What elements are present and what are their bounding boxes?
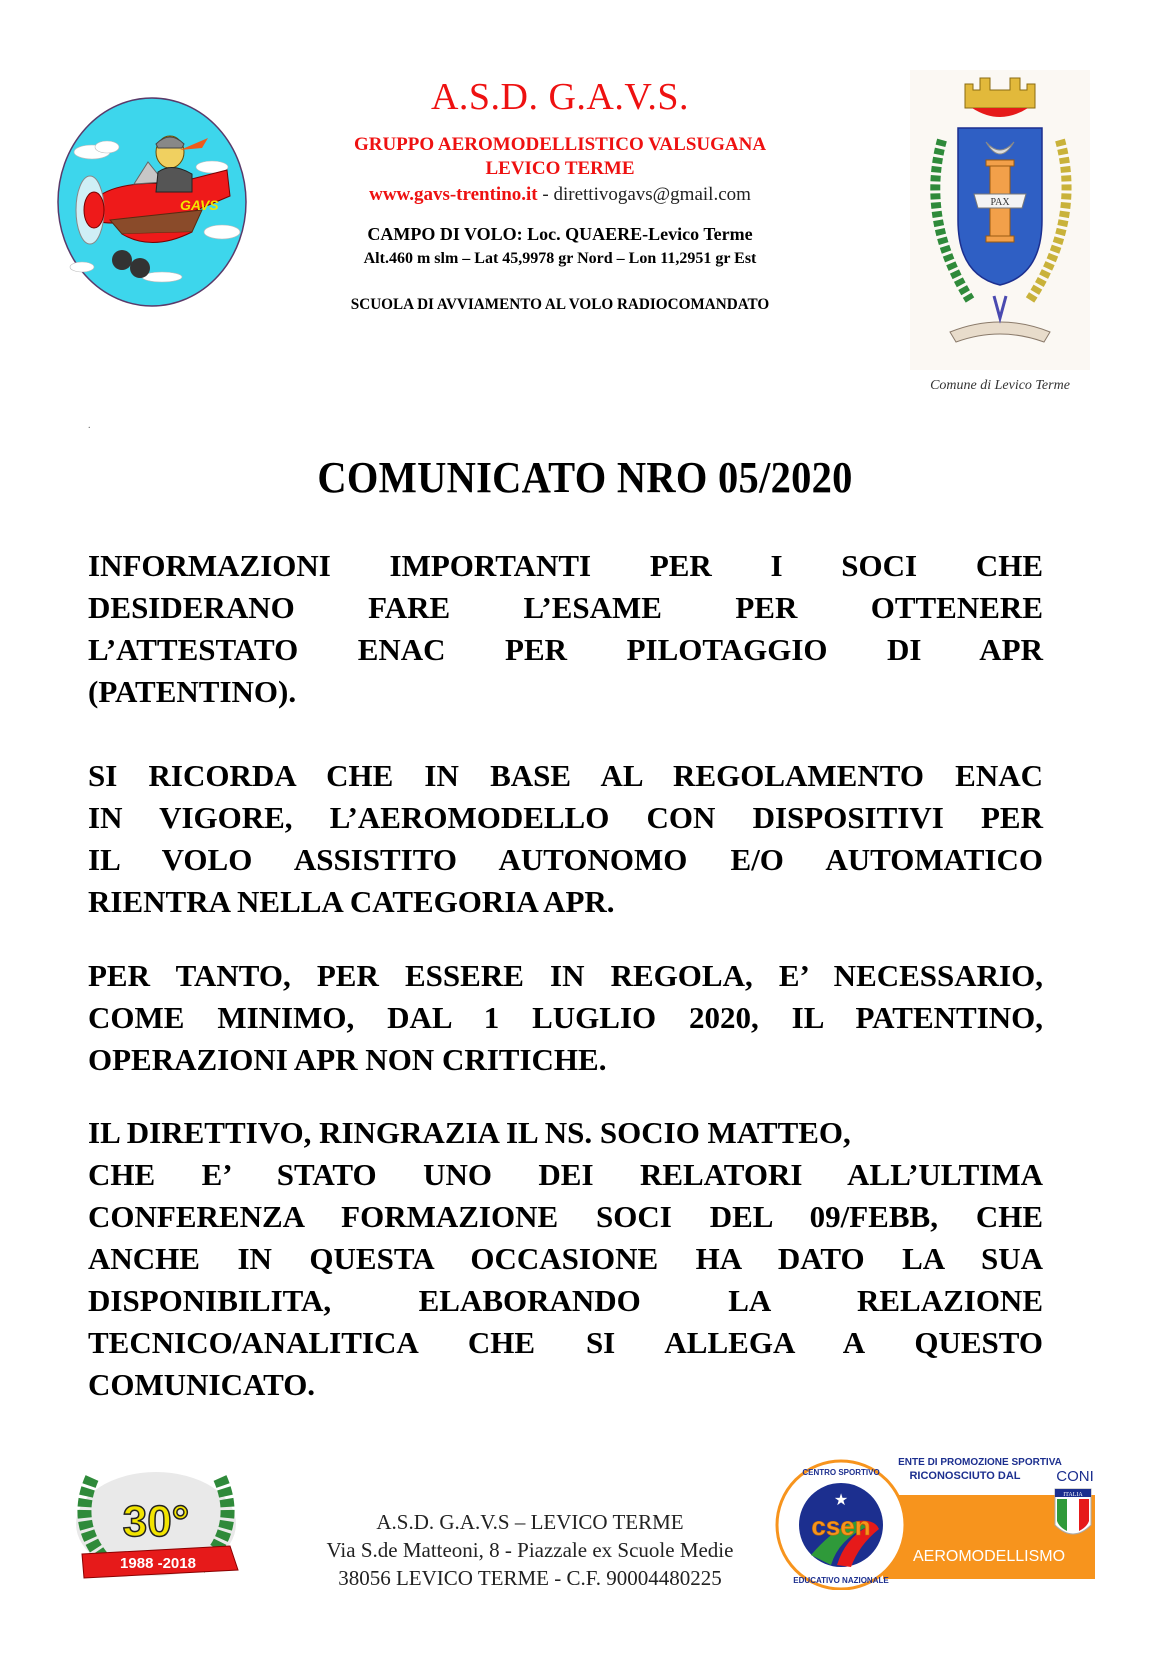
discipline-label: AEROMODELLISMO: [912, 1548, 1066, 1565]
document-title: COMUNICATO NRO 05/2020: [317, 453, 853, 502]
org-full-line-1: GRUPPO AEROMODELLISTICO VALSUGANA: [353, 134, 767, 155]
paragraph-line: DESIDERANO FARE L’ESAME PER OTTENERE: [88, 590, 1043, 625]
footer-line-3: 38056 LEVICO TERME - C.F. 90004480225: [338, 1566, 722, 1590]
airplane-pilot-icon: [52, 92, 252, 307]
org-name: A.S.D. G.A.V.S.: [430, 76, 690, 118]
paragraph-regulation: [88, 755, 1043, 923]
paragraph-line: IN VIGORE, L’AEROMODELLO CON DISPOSITIVI PER: [88, 800, 1043, 835]
paragraph-exam-info: [88, 545, 1043, 713]
csen-name: csen: [811, 1511, 871, 1541]
website-link[interactable]: www.gavs-trentino.it: [369, 184, 538, 205]
csen-bottom-arc: EDUCATIVO NAZIONALE: [793, 1576, 889, 1585]
paragraph-thanks: [88, 1112, 1043, 1406]
coni-label: CONI: [1056, 1468, 1094, 1485]
paragraph-line: L’ATTESTATO ENAC PER PILOTAGGIO DI APR: [88, 632, 1043, 667]
footer-line-2: Via S.de Matteoni, 8 - Piazzale ex Scuole Medie: [326, 1538, 734, 1562]
paragraph-line: ANCHE IN QUESTA OCCASIONE HA DATO LA SUA: [88, 1241, 1043, 1276]
star-icon: ★: [833, 1492, 849, 1509]
flight-field-coordinates: Alt.460 m slm – Lat 45,9978 gr Nord – Lon 11,2951 gr Est: [363, 250, 757, 267]
paragraph-line: IL VOLO ASSISTITO AUTONOMO E/O AUTOMATICO: [88, 842, 1043, 877]
laurel-wreath-icon: [62, 1458, 250, 1593]
paragraph-line: RIENTRA NELLA CATEGORIA APR.: [88, 884, 615, 919]
paragraph-line: DISPONIBILITA, ELABORANDO LA RELAZIONE: [88, 1283, 1043, 1318]
comune-caption: Comune di Levico Terme: [930, 378, 1070, 393]
footer-line-1: A.S.D. G.A.V.S – LEVICO TERME: [376, 1510, 684, 1534]
paragraph-line: CHE E’ STATO UNO DEI RELATORI ALL’ULTIMA: [88, 1157, 1043, 1192]
paragraph-line: PER TANTO, PER ESSERE IN REGOLA, E’ NECESSARIO,: [88, 958, 1043, 993]
csen-banner-line-2: RICONOSCIUTO DAL: [909, 1470, 1021, 1482]
paragraph-line: SI RICORDA CHE IN BASE AL REGOLAMENTO ENAC: [88, 758, 1043, 793]
contact-line: [270, 184, 850, 206]
csen-top-arc: CENTRO SPORTIVO: [802, 1468, 880, 1477]
paragraph-requirement: [88, 955, 1043, 1081]
school-subtitle: SCUOLA DI AVVIAMENTO AL VOLO RADIOCOMANDATO: [350, 296, 770, 313]
anniversary-logo: [62, 1458, 250, 1593]
paragraph-line: CONFERENZA FORMAZIONE SOCI DEL 09/FEBB, CHE: [88, 1199, 1043, 1234]
svg-text:GAVS: GAVS: [180, 197, 219, 213]
comune-crest: [910, 70, 1090, 370]
paragraph-line: INFORMAZIONI IMPORTANTI PER I SOCI CHE: [88, 548, 1043, 583]
paragraph-line: IL DIRETTIVO, RINGRAZIA IL NS. SOCIO MATTEO,: [88, 1115, 851, 1150]
contact-separator: -: [537, 184, 554, 205]
gavs-logo: [52, 92, 252, 307]
footer-address: [270, 1508, 790, 1592]
paragraph-line: TECNICO/ANALITICA CHE SI ALLEGA A QUESTO: [88, 1325, 1043, 1360]
anniversary-years: 1988 -2018: [120, 1555, 196, 1572]
csen-logo: [775, 1455, 1105, 1590]
crest-motto: PAX: [990, 197, 1010, 208]
italia-label: ITALIA: [1063, 1492, 1083, 1498]
flight-field-location: CAMPO DI VOLO: Loc. QUAERE-Levico Terme: [367, 224, 753, 244]
paragraph-line: OPERAZIONI APR NON CRITICHE.: [88, 1042, 607, 1077]
csen-banner-line-1: ENTE DI PROMOZIONE SPORTIVA: [898, 1457, 1062, 1468]
org-full-name: [270, 133, 850, 181]
email-link[interactable]: direttivogavs@gmail.com: [553, 184, 751, 205]
anniversary-number: 30°: [122, 1497, 190, 1546]
paragraph-line: (PATENTINO).: [88, 674, 297, 709]
stray-mark: .: [88, 420, 91, 431]
csen-badge-icon: [775, 1455, 1105, 1590]
paragraph-line: COME MINIMO, DAL 1 LUGLIO 2020, IL PATENTINO,: [88, 1000, 1043, 1035]
org-full-line-2: LEVICO TERME: [485, 158, 635, 179]
coat-of-arms-icon: [910, 70, 1090, 370]
paragraph-line: COMUNICATO.: [88, 1367, 316, 1402]
